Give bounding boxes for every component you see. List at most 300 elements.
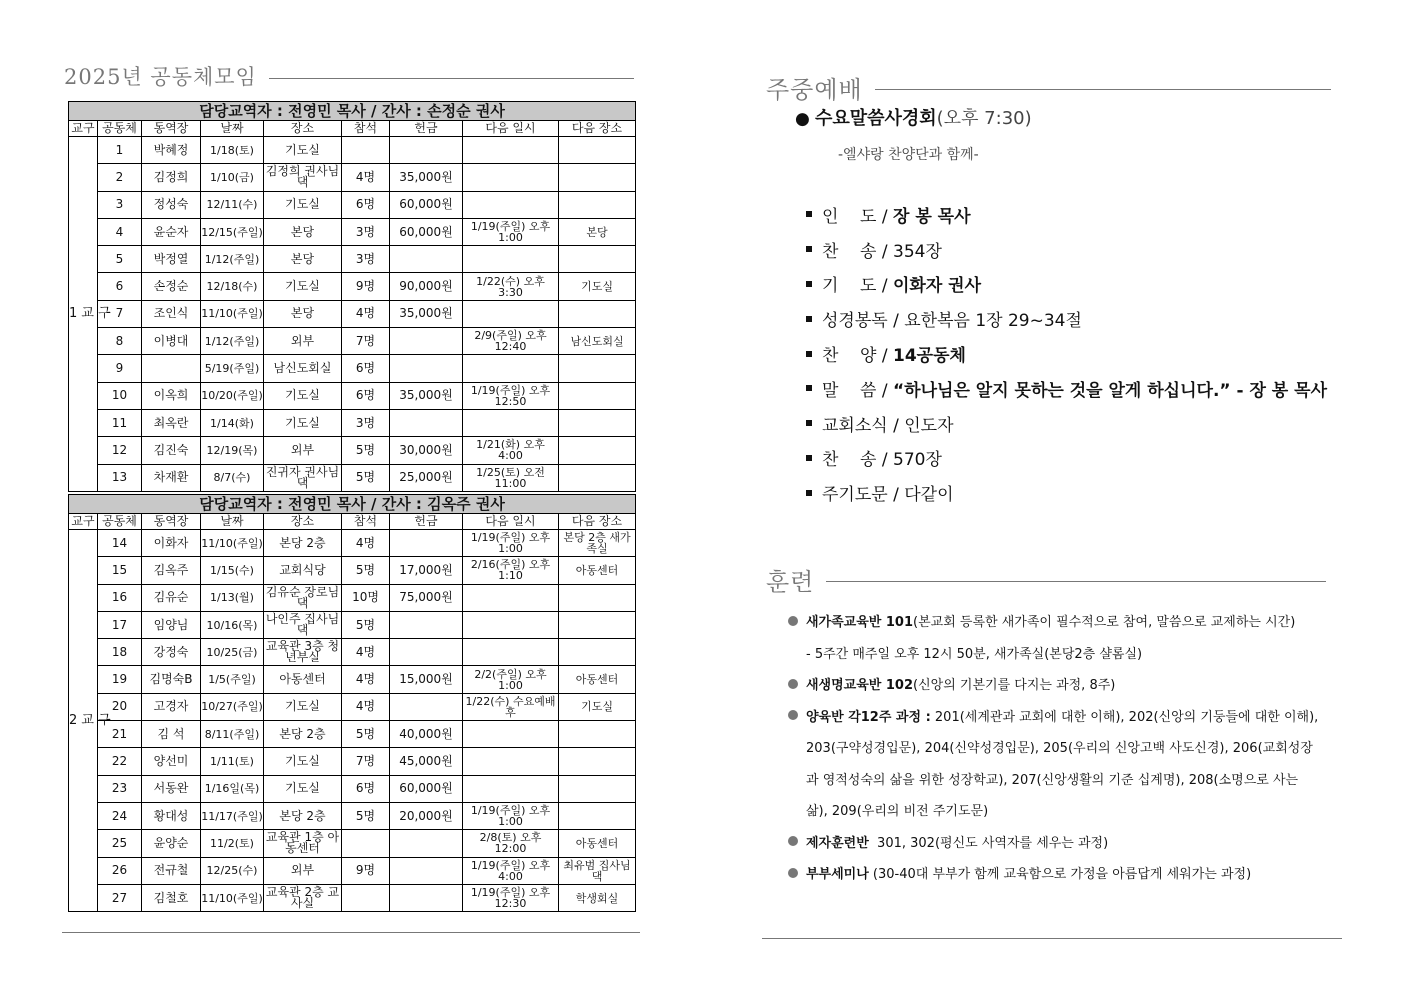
meeting-place: 기도실 [264, 382, 342, 409]
meeting-date: 1/12(주일) [201, 246, 264, 273]
gray-circle-bullet-icon [788, 616, 798, 626]
table-row [69, 382, 636, 409]
order-item [806, 232, 1327, 267]
column-header: 참석 [342, 121, 390, 137]
meeting-place: 기도실 [264, 409, 342, 436]
meeting-place: 본당 [264, 246, 342, 273]
next-datetime: 1/22(수) 수요예배 후 [463, 693, 559, 720]
table-row [69, 530, 636, 557]
attendance: 4명 [342, 666, 390, 693]
community-table-region-1 [68, 101, 636, 492]
meeting-place: 나인주 집사님 댁 [264, 611, 342, 638]
leader-name: 윤양순 [142, 830, 201, 857]
table-row [69, 273, 636, 300]
square-bullet-icon [806, 281, 812, 287]
next-place [559, 584, 636, 611]
order-item [806, 406, 1327, 441]
table-row [69, 611, 636, 638]
table-row [69, 884, 636, 911]
community-no: 5 [98, 246, 142, 273]
next-place: 기도실 [559, 693, 636, 720]
attendance: 5명 [342, 557, 390, 584]
leader-name: 박혜정 [142, 137, 201, 164]
next-place [559, 464, 636, 491]
community-no: 18 [98, 639, 142, 666]
community-no: 26 [98, 857, 142, 884]
table-row [69, 409, 636, 436]
offering [390, 611, 463, 638]
table-row [69, 775, 636, 802]
title-rule [875, 89, 1331, 90]
next-place [559, 300, 636, 327]
offering: 60,000원 [390, 775, 463, 802]
training-name: 부부세미나 [806, 867, 869, 883]
next-place: 아동센터 [559, 830, 636, 857]
community-no: 23 [98, 775, 142, 802]
meeting-place: 기도실 [264, 191, 342, 218]
next-datetime: 1/19(주일) 오후 1:00 [463, 530, 559, 557]
meeting-place: 외부 [264, 437, 342, 464]
community-no: 11 [98, 409, 142, 436]
table-row [69, 164, 636, 191]
offering: 40,000원 [390, 721, 463, 748]
meeting-place: 본당 [264, 300, 342, 327]
offering: 35,000원 [390, 382, 463, 409]
square-bullet-icon [806, 490, 812, 496]
training-desc: - 5주간 매주일 오후 12시 50분, 새가족실(본당2층 샬롬실) [806, 646, 1143, 662]
table-row [69, 639, 636, 666]
meeting-date: 1/16일(목) [201, 775, 264, 802]
next-place [559, 246, 636, 273]
community-no: 6 [98, 273, 142, 300]
community-table-region-2 [68, 494, 636, 912]
offering [390, 639, 463, 666]
next-place [559, 164, 636, 191]
leader-name: 최옥란 [142, 409, 201, 436]
order-label: 기 도 / [822, 276, 893, 297]
next-datetime: 1/19(주일) 오후 12:50 [463, 382, 559, 409]
next-place [559, 409, 636, 436]
attendance: 6명 [342, 382, 390, 409]
attendance: 3명 [342, 218, 390, 245]
service-subtitle: -엘샤랑 찬양단과 함께- [838, 147, 979, 163]
table-row [69, 218, 636, 245]
table-row [69, 748, 636, 775]
next-datetime: 1/25(토) 오전 11:00 [463, 464, 559, 491]
meeting-date: 11/10(주일) [201, 300, 264, 327]
community-no: 2 [98, 164, 142, 191]
next-datetime: 1/22(수) 오후 3:30 [463, 273, 559, 300]
right-bottom-rule [762, 938, 1342, 939]
order-label: 찬 양 / [822, 346, 893, 367]
attendance: 7명 [342, 748, 390, 775]
order-value: “하나님은 알지 못하는 것을 알게 하십니다.” - 장 봉 목사 [893, 380, 1327, 401]
order-label: 찬 송 / [822, 450, 893, 471]
training-name: 새가족교육반 101 [806, 615, 914, 631]
meeting-place: 본당 2층 [264, 721, 342, 748]
next-datetime [463, 639, 559, 666]
table-header-row [69, 121, 636, 137]
community-no: 21 [98, 721, 142, 748]
meeting-date: 1/12(주일) [201, 328, 264, 355]
leader-name [142, 355, 201, 382]
meeting-date: 12/19(목) [201, 437, 264, 464]
meeting-date: 8/11(주일) [201, 721, 264, 748]
leader-name: 윤순자 [142, 218, 201, 245]
meeting-place: 기도실 [264, 693, 342, 720]
training-name: 양육반 각12주 과정 : [806, 709, 931, 725]
meeting-date: 12/11(수) [201, 191, 264, 218]
leader-name: 이화자 [142, 530, 201, 557]
table-row [69, 666, 636, 693]
meeting-place: 교회식당 [264, 557, 342, 584]
order-value: 장 봉 목사 [893, 206, 971, 227]
meeting-date: 1/10(금) [201, 164, 264, 191]
training-item [788, 700, 1348, 732]
service-time: (오후 7:30) [936, 108, 1032, 129]
meeting-date: 1/5(주일) [201, 666, 264, 693]
meeting-place: 기도실 [264, 273, 342, 300]
column-header: 다음 일시 [463, 514, 559, 530]
meeting-place: 본당 [264, 218, 342, 245]
column-header: 다음 장소 [559, 514, 636, 530]
offering: 30,000원 [390, 437, 463, 464]
community-no: 14 [98, 530, 142, 557]
training-desc: 203(구약성경입문), 204(신약성경입문), 205(우리의 신앙고백 사도신경), 206(교회성장 [806, 741, 1313, 757]
leader-name: 김철호 [142, 884, 201, 911]
meeting-place: 교육관 1층 아동센터 [264, 830, 342, 857]
table-row [69, 857, 636, 884]
community-no: 25 [98, 830, 142, 857]
next-place [559, 802, 636, 829]
attendance: 5명 [342, 721, 390, 748]
square-bullet-icon [806, 420, 812, 426]
table-row [69, 721, 636, 748]
next-place: 기도실 [559, 273, 636, 300]
table-banner-row [69, 495, 636, 514]
order-item [806, 475, 1327, 510]
training-item [788, 637, 1348, 669]
community-no: 1 [98, 137, 142, 164]
attendance: 5명 [342, 802, 390, 829]
offering: 90,000원 [390, 273, 463, 300]
meeting-date: 12/18(수) [201, 273, 264, 300]
next-datetime [463, 721, 559, 748]
training-item [788, 605, 1348, 637]
community-no: 15 [98, 557, 142, 584]
next-datetime: 1/19(주일) 오후 4:00 [463, 857, 559, 884]
leader-name: 조인식 [142, 300, 201, 327]
leader-name: 이병대 [142, 328, 201, 355]
leader-name: 김옥주 [142, 557, 201, 584]
next-place: 최유범 집사님 댁 [559, 857, 636, 884]
meeting-place: 김정희 권사님 댁 [264, 164, 342, 191]
order-label: 찬 송 / [822, 241, 893, 262]
training-desc: 삶), 209(우리의 비전 주기도문) [806, 804, 989, 820]
training-desc: (신앙의 기본기를 다지는 과정, 8주) [913, 678, 1116, 694]
attendance [342, 884, 390, 911]
attendance [342, 137, 390, 164]
leader-name: 황대성 [142, 802, 201, 829]
attendance: 10명 [342, 584, 390, 611]
left-bottom-rule [62, 932, 640, 933]
community-no: 22 [98, 748, 142, 775]
table-row [69, 300, 636, 327]
meeting-place: 외부 [264, 857, 342, 884]
next-datetime [463, 355, 559, 382]
column-header: 참석 [342, 514, 390, 530]
title-rule [269, 78, 634, 79]
leader-name: 박정열 [142, 246, 201, 273]
training-item [788, 763, 1348, 795]
meeting-place: 본당 2층 [264, 530, 342, 557]
meeting-place: 아동센터 [264, 666, 342, 693]
table-banner: 담당교역자 : 전영민 목사 / 간사 : 손정순 권사 [69, 102, 636, 121]
offering [390, 530, 463, 557]
table-row [69, 246, 636, 273]
next-datetime [463, 246, 559, 273]
training-name: 새생명교육반 102 [806, 678, 914, 694]
next-place [559, 611, 636, 638]
column-header: 공동체 [98, 121, 142, 137]
next-datetime: 1/19(주일) 오후 12:30 [463, 884, 559, 911]
order-value: 인도자 [904, 415, 954, 436]
gray-circle-bullet-icon [788, 868, 798, 878]
order-value: 354장 [893, 241, 942, 262]
meeting-place: 본당 2층 [264, 802, 342, 829]
community-no: 12 [98, 437, 142, 464]
column-header: 동역장 [142, 121, 201, 137]
square-bullet-icon [806, 455, 812, 461]
meeting-date: 1/14(화) [201, 409, 264, 436]
meeting-place: 기도실 [264, 775, 342, 802]
order-item [806, 336, 1327, 371]
offering: 15,000원 [390, 666, 463, 693]
offering [390, 830, 463, 857]
meeting-place: 외부 [264, 328, 342, 355]
table-row [69, 802, 636, 829]
order-item [806, 197, 1327, 232]
column-header: 장소 [264, 514, 342, 530]
training-desc: 201(세계관과 교회에 대한 이해), 202(신앙의 기둥들에 대한 이해), [930, 709, 1319, 725]
offering: 60,000원 [390, 218, 463, 245]
offering [390, 857, 463, 884]
offering [390, 137, 463, 164]
order-item [806, 301, 1327, 336]
community-no: 4 [98, 218, 142, 245]
attendance: 4명 [342, 639, 390, 666]
next-datetime: 2/8(토) 오후 12:00 [463, 830, 559, 857]
gray-circle-bullet-icon [788, 710, 798, 720]
training-item [788, 731, 1348, 763]
next-datetime [463, 584, 559, 611]
next-datetime [463, 775, 559, 802]
meeting-date: 12/15(주일) [201, 218, 264, 245]
column-header: 헌금 [390, 514, 463, 530]
offering: 20,000원 [390, 802, 463, 829]
column-header: 날짜 [201, 121, 264, 137]
service-name: 수요말씀사경회 [814, 108, 937, 129]
attendance: 3명 [342, 246, 390, 273]
meeting-place: 남신도회실 [264, 355, 342, 382]
leader-name: 손정순 [142, 273, 201, 300]
table-banner: 담당교역자 : 전영민 목사 / 간사 : 김옥주 권사 [69, 495, 636, 514]
meeting-date: 11/10(주일) [201, 530, 264, 557]
attendance: 5명 [342, 611, 390, 638]
leader-name: 정성숙 [142, 191, 201, 218]
square-bullet-icon [806, 385, 812, 391]
offering [390, 328, 463, 355]
community-no: 16 [98, 584, 142, 611]
right-section-title [766, 70, 1331, 105]
order-item [806, 371, 1327, 406]
attendance: 4명 [342, 300, 390, 327]
table-row [69, 328, 636, 355]
leader-name: 서동완 [142, 775, 201, 802]
region-label: 1 교 구 [69, 137, 98, 492]
left-section-title [64, 61, 634, 91]
next-datetime [463, 409, 559, 436]
next-datetime: 1/19(주일) 오후 1:00 [463, 802, 559, 829]
column-header: 헌금 [390, 121, 463, 137]
next-datetime [463, 191, 559, 218]
meeting-date: 8/7(수) [201, 464, 264, 491]
leader-name: 김정희 [142, 164, 201, 191]
offering: 35,000원 [390, 164, 463, 191]
attendance: 5명 [342, 437, 390, 464]
attendance: 6명 [342, 191, 390, 218]
offering [390, 409, 463, 436]
table-row [69, 557, 636, 584]
next-datetime [463, 164, 559, 191]
attendance: 3명 [342, 409, 390, 436]
community-no: 27 [98, 884, 142, 911]
next-datetime: 1/21(화) 오후 4:00 [463, 437, 559, 464]
training-item [788, 668, 1348, 700]
order-item [806, 267, 1327, 302]
next-place: 본당 [559, 218, 636, 245]
column-header: 다음 일시 [463, 121, 559, 137]
table-row [69, 693, 636, 720]
table-row [69, 191, 636, 218]
offering: 60,000원 [390, 191, 463, 218]
order-label: 말 씀 / [822, 380, 893, 401]
table-header-row [69, 514, 636, 530]
next-place [559, 382, 636, 409]
meeting-date: 10/27(주일) [201, 693, 264, 720]
training-name: 제자훈련반 [806, 835, 869, 851]
next-place [559, 137, 636, 164]
community-no: 20 [98, 693, 142, 720]
service-heading [795, 104, 1032, 130]
leader-name: 고경자 [142, 693, 201, 720]
order-label: 교회소식 / [822, 415, 905, 436]
offering: 17,000원 [390, 557, 463, 584]
next-place [559, 191, 636, 218]
leader-name: 차재환 [142, 464, 201, 491]
attendance: 9명 [342, 273, 390, 300]
attendance: 5명 [342, 464, 390, 491]
order-label: 주기도문 / [822, 485, 905, 506]
leader-name: 임양님 [142, 611, 201, 638]
training-item [788, 794, 1348, 826]
leader-name: 이옥희 [142, 382, 201, 409]
gray-circle-bullet-icon [788, 679, 798, 689]
community-no: 24 [98, 802, 142, 829]
community-no: 8 [98, 328, 142, 355]
next-place [559, 748, 636, 775]
training-item [788, 857, 1348, 889]
leader-name: 김진숙 [142, 437, 201, 464]
next-place: 남신도회실 [559, 328, 636, 355]
attendance: 6명 [342, 355, 390, 382]
meeting-place: 교육관 3층 청년부실 [264, 639, 342, 666]
meeting-date: 10/25(금) [201, 639, 264, 666]
attendance: 4명 [342, 530, 390, 557]
training-list [788, 605, 1348, 889]
region-label: 2 교 구 [69, 530, 98, 912]
next-datetime: 1/19(주일) 오후 1:00 [463, 218, 559, 245]
table-row [69, 437, 636, 464]
offering: 25,000원 [390, 464, 463, 491]
square-bullet-icon [806, 316, 812, 322]
meeting-place: 김유순 장로님 댁 [264, 584, 342, 611]
title-rule [826, 581, 1326, 582]
column-header: 날짜 [201, 514, 264, 530]
square-bullet-icon [806, 246, 812, 252]
offering [390, 355, 463, 382]
table-row [69, 355, 636, 382]
meeting-place: 교육관 2층 교사실 [264, 884, 342, 911]
community-no: 3 [98, 191, 142, 218]
leader-name: 강정숙 [142, 639, 201, 666]
next-datetime [463, 611, 559, 638]
training-desc: 과 영적성숙의 삶을 위한 성장학교), 207(신앙생활의 기준 십계명), 208(소명으로 사는 [806, 772, 1299, 788]
filled-circle-icon: ● [795, 109, 810, 129]
section-title-text: 주중예배 [766, 76, 863, 104]
table-row [69, 830, 636, 857]
offering [390, 693, 463, 720]
attendance [342, 830, 390, 857]
next-place: 학생회실 [559, 884, 636, 911]
next-datetime: 2/16(주일) 오후 1:10 [463, 557, 559, 584]
order-label: 인 도 / [822, 206, 893, 227]
next-place [559, 437, 636, 464]
meeting-date: 10/20(주일) [201, 382, 264, 409]
meeting-date: 11/10(주일) [201, 884, 264, 911]
next-place: 아동센터 [559, 666, 636, 693]
attendance: 7명 [342, 328, 390, 355]
service-order-list [806, 197, 1327, 510]
meeting-date: 11/17(주일) [201, 802, 264, 829]
attendance: 4명 [342, 164, 390, 191]
gray-circle-bullet-icon [788, 836, 798, 846]
offering: 35,000원 [390, 300, 463, 327]
training-section-title [766, 562, 1326, 597]
community-no: 7 [98, 300, 142, 327]
section-title-text: 2025년 공동체모임 [64, 65, 257, 89]
community-no: 13 [98, 464, 142, 491]
order-value: 이화자 권사 [893, 276, 982, 297]
meeting-date: 12/25(수) [201, 857, 264, 884]
training-desc: (30-40대 부부가 함께 교육함으로 가정을 아름답게 세워가는 과정) [868, 867, 1252, 883]
table-row [69, 584, 636, 611]
column-header: 장소 [264, 121, 342, 137]
order-value: 570장 [893, 450, 942, 471]
next-datetime: 2/2(주일) 오후 1:00 [463, 666, 559, 693]
meeting-date: 1/15(수) [201, 557, 264, 584]
next-place [559, 639, 636, 666]
